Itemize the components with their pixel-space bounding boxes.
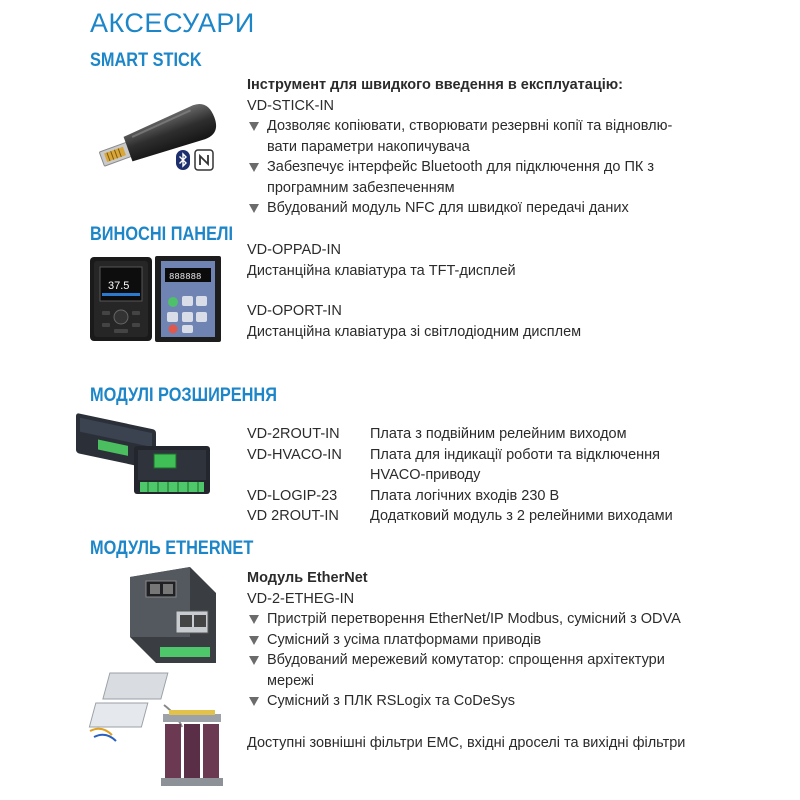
section-title-panels: ВИНОСНІ ПАНЕЛІ [90, 224, 233, 245]
bullet-item: Вбудований модуль NFC для швидкої передачі даних [247, 198, 672, 219]
modules-table [247, 424, 673, 527]
table-row [247, 424, 673, 445]
bullet-triangle-icon [249, 163, 259, 172]
bullet-triangle-icon [249, 204, 259, 213]
module-code: VD-HVACO-IN [247, 446, 342, 463]
bullet-item: Забезпечує інтерфейс Bluetooth для підключення до ПК з програмним забезпеченням [247, 157, 672, 198]
ethernet-block [247, 568, 681, 712]
module-desc: Плата з подвійним релейним виходом [370, 426, 627, 442]
page-title: АКСЕСУАРИ [90, 8, 255, 38]
bullet-triangle-icon [249, 636, 259, 645]
bullet-item: Сумісний з усіма платформами приводів [247, 630, 681, 651]
bullet-triangle-icon [249, 697, 259, 706]
panel-item-oppad [247, 240, 516, 281]
bluetooth-icon [176, 150, 190, 170]
bullet-item: Пристрій перетворення EtherNet/IP Modbus, сумісний з ODVA [247, 609, 681, 630]
ethernet-bullets [247, 609, 681, 712]
bullet-item: Сумісний з ПЛК RSLogix та CoDeSys [247, 691, 681, 712]
ethernet-module-image [120, 567, 220, 667]
section-title-smart-stick: SMART STICK [90, 50, 202, 71]
bullet-item: Вбудований мережевий комутатор: спрощення архітектури мережі [247, 650, 681, 691]
section-title-modules: МОДУЛІ РОЗШИРЕННЯ [90, 385, 277, 406]
ethernet-code: VD-2-ETHEG-IN [247, 590, 355, 607]
panel-item-oport [247, 301, 581, 342]
ethernet-heading: Модуль EtherNet [247, 570, 368, 586]
panel-code: VD-OPORT-IN [247, 303, 342, 319]
module-code: VD 2ROUT-IN [247, 508, 339, 524]
panel-code: VD-OPPAD-IN [247, 242, 341, 258]
module-desc: Додатковий модуль з 2 релейними виходами [370, 508, 673, 524]
bullet-triangle-icon [249, 615, 259, 624]
panel-desc: Дистанційна клавіатура та TFT-дисплей [247, 262, 516, 279]
smart-stick-code: VD-STICK-IN [247, 97, 334, 114]
module-desc: Плата логічних входів 230 В [370, 487, 560, 504]
module-desc: Плата для індикації роботи та відключення HVACO-приводу [370, 446, 661, 483]
svg-text:888888: 888888 [169, 272, 202, 282]
table-row [247, 445, 673, 486]
panel-desc: Дистанційна клавіатура зі світлодіодним дисплем [247, 323, 582, 340]
section-title-ethernet: МОДУЛЬ ETHERNET [90, 538, 254, 559]
table-row [247, 486, 673, 507]
tft-screen-text: 37.5 [108, 280, 130, 292]
reactor-image [155, 710, 230, 790]
tft-keypad-image [90, 257, 152, 341]
bullet-triangle-icon [249, 122, 259, 131]
module-code: VD-2ROUT-IN [247, 426, 340, 442]
smart-stick-block [247, 75, 672, 219]
nfc-icon [194, 149, 214, 171]
expansion-modules-image [72, 412, 222, 507]
bullet-item: Дозволяє копіювати, створювати резервні копії та відновлю- вати параметри накопичувача [247, 116, 672, 157]
table-row [247, 506, 673, 527]
module-code: VD-LOGIP-23 [247, 487, 338, 504]
filters-footer: Доступні зовнішні фільтри EMC, вхідні дроселі та вихідні фільтри [247, 735, 686, 751]
led-keypad-image [155, 256, 221, 342]
modules-table-wrap [247, 424, 673, 527]
bullet-triangle-icon [249, 656, 259, 665]
smart-stick-heading: Інструмент для швидкого введення в експлуатацію: [247, 77, 623, 93]
smart-stick-bullets [247, 116, 672, 219]
